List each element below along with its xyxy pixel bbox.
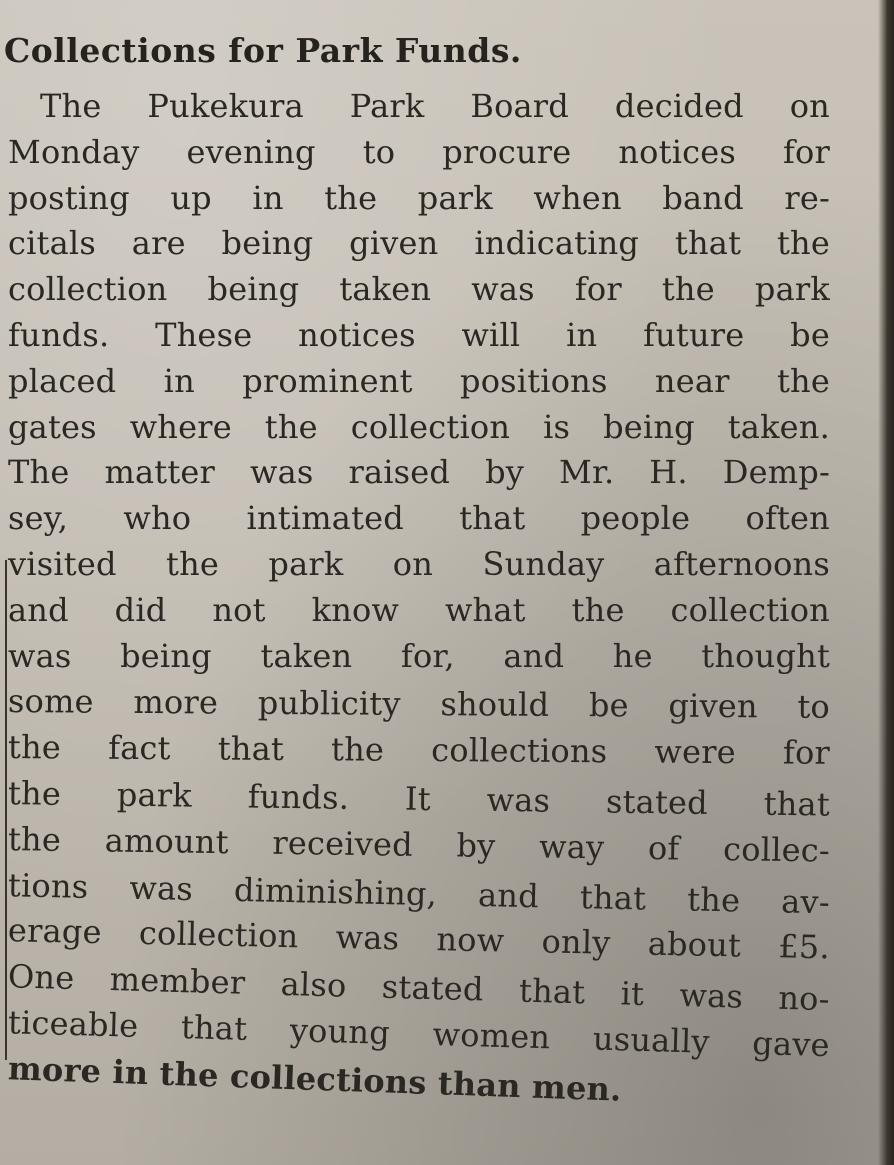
article-line: was being taken for, and he thought xyxy=(8,636,830,675)
article-body xyxy=(0,84,878,1109)
article-line: gates where the collection is being taken. xyxy=(8,407,830,446)
article-line: posting up in the park when band re- xyxy=(8,178,830,217)
article-line: erage collection was now only about £5. xyxy=(7,911,831,967)
article-line: the fact that the collections were for xyxy=(7,728,831,772)
article-line: collection being taken was for the park xyxy=(8,270,830,309)
article-headline: Collections for Park Funds. xyxy=(4,31,522,70)
article-line: funds. These notices will in future be xyxy=(8,315,830,354)
article-line: the amount received by way of collec- xyxy=(7,819,831,870)
article-line: citals are being given indicating that the xyxy=(8,224,830,263)
article-line: and did not know what the collection xyxy=(8,590,830,629)
article xyxy=(0,28,878,1109)
article-line: sey, who intimated that people often xyxy=(8,499,830,538)
clipping-shadow-edge xyxy=(878,0,894,1165)
article-line: visited the park on Sunday afternoons xyxy=(8,544,830,583)
article-line: The Pukekura Park Board decided on xyxy=(40,87,830,125)
article-line: tions was diminishing, and that the av- xyxy=(7,865,831,921)
article-line: more in the collections than men. xyxy=(7,1049,623,1109)
article-line: The matter was raised by Mr. H. Demp- xyxy=(8,453,830,492)
article-line: some more publicity should be given to xyxy=(7,682,831,727)
article-line: ticeable that young women usually gave xyxy=(7,1003,831,1065)
article-line: the park funds. It was stated that xyxy=(7,774,831,824)
article-line: placed in prominent positions near the xyxy=(8,361,830,400)
article-line: One member also stated that it was no- xyxy=(7,957,831,1019)
article-line: Monday evening to procure notices for xyxy=(8,132,830,171)
